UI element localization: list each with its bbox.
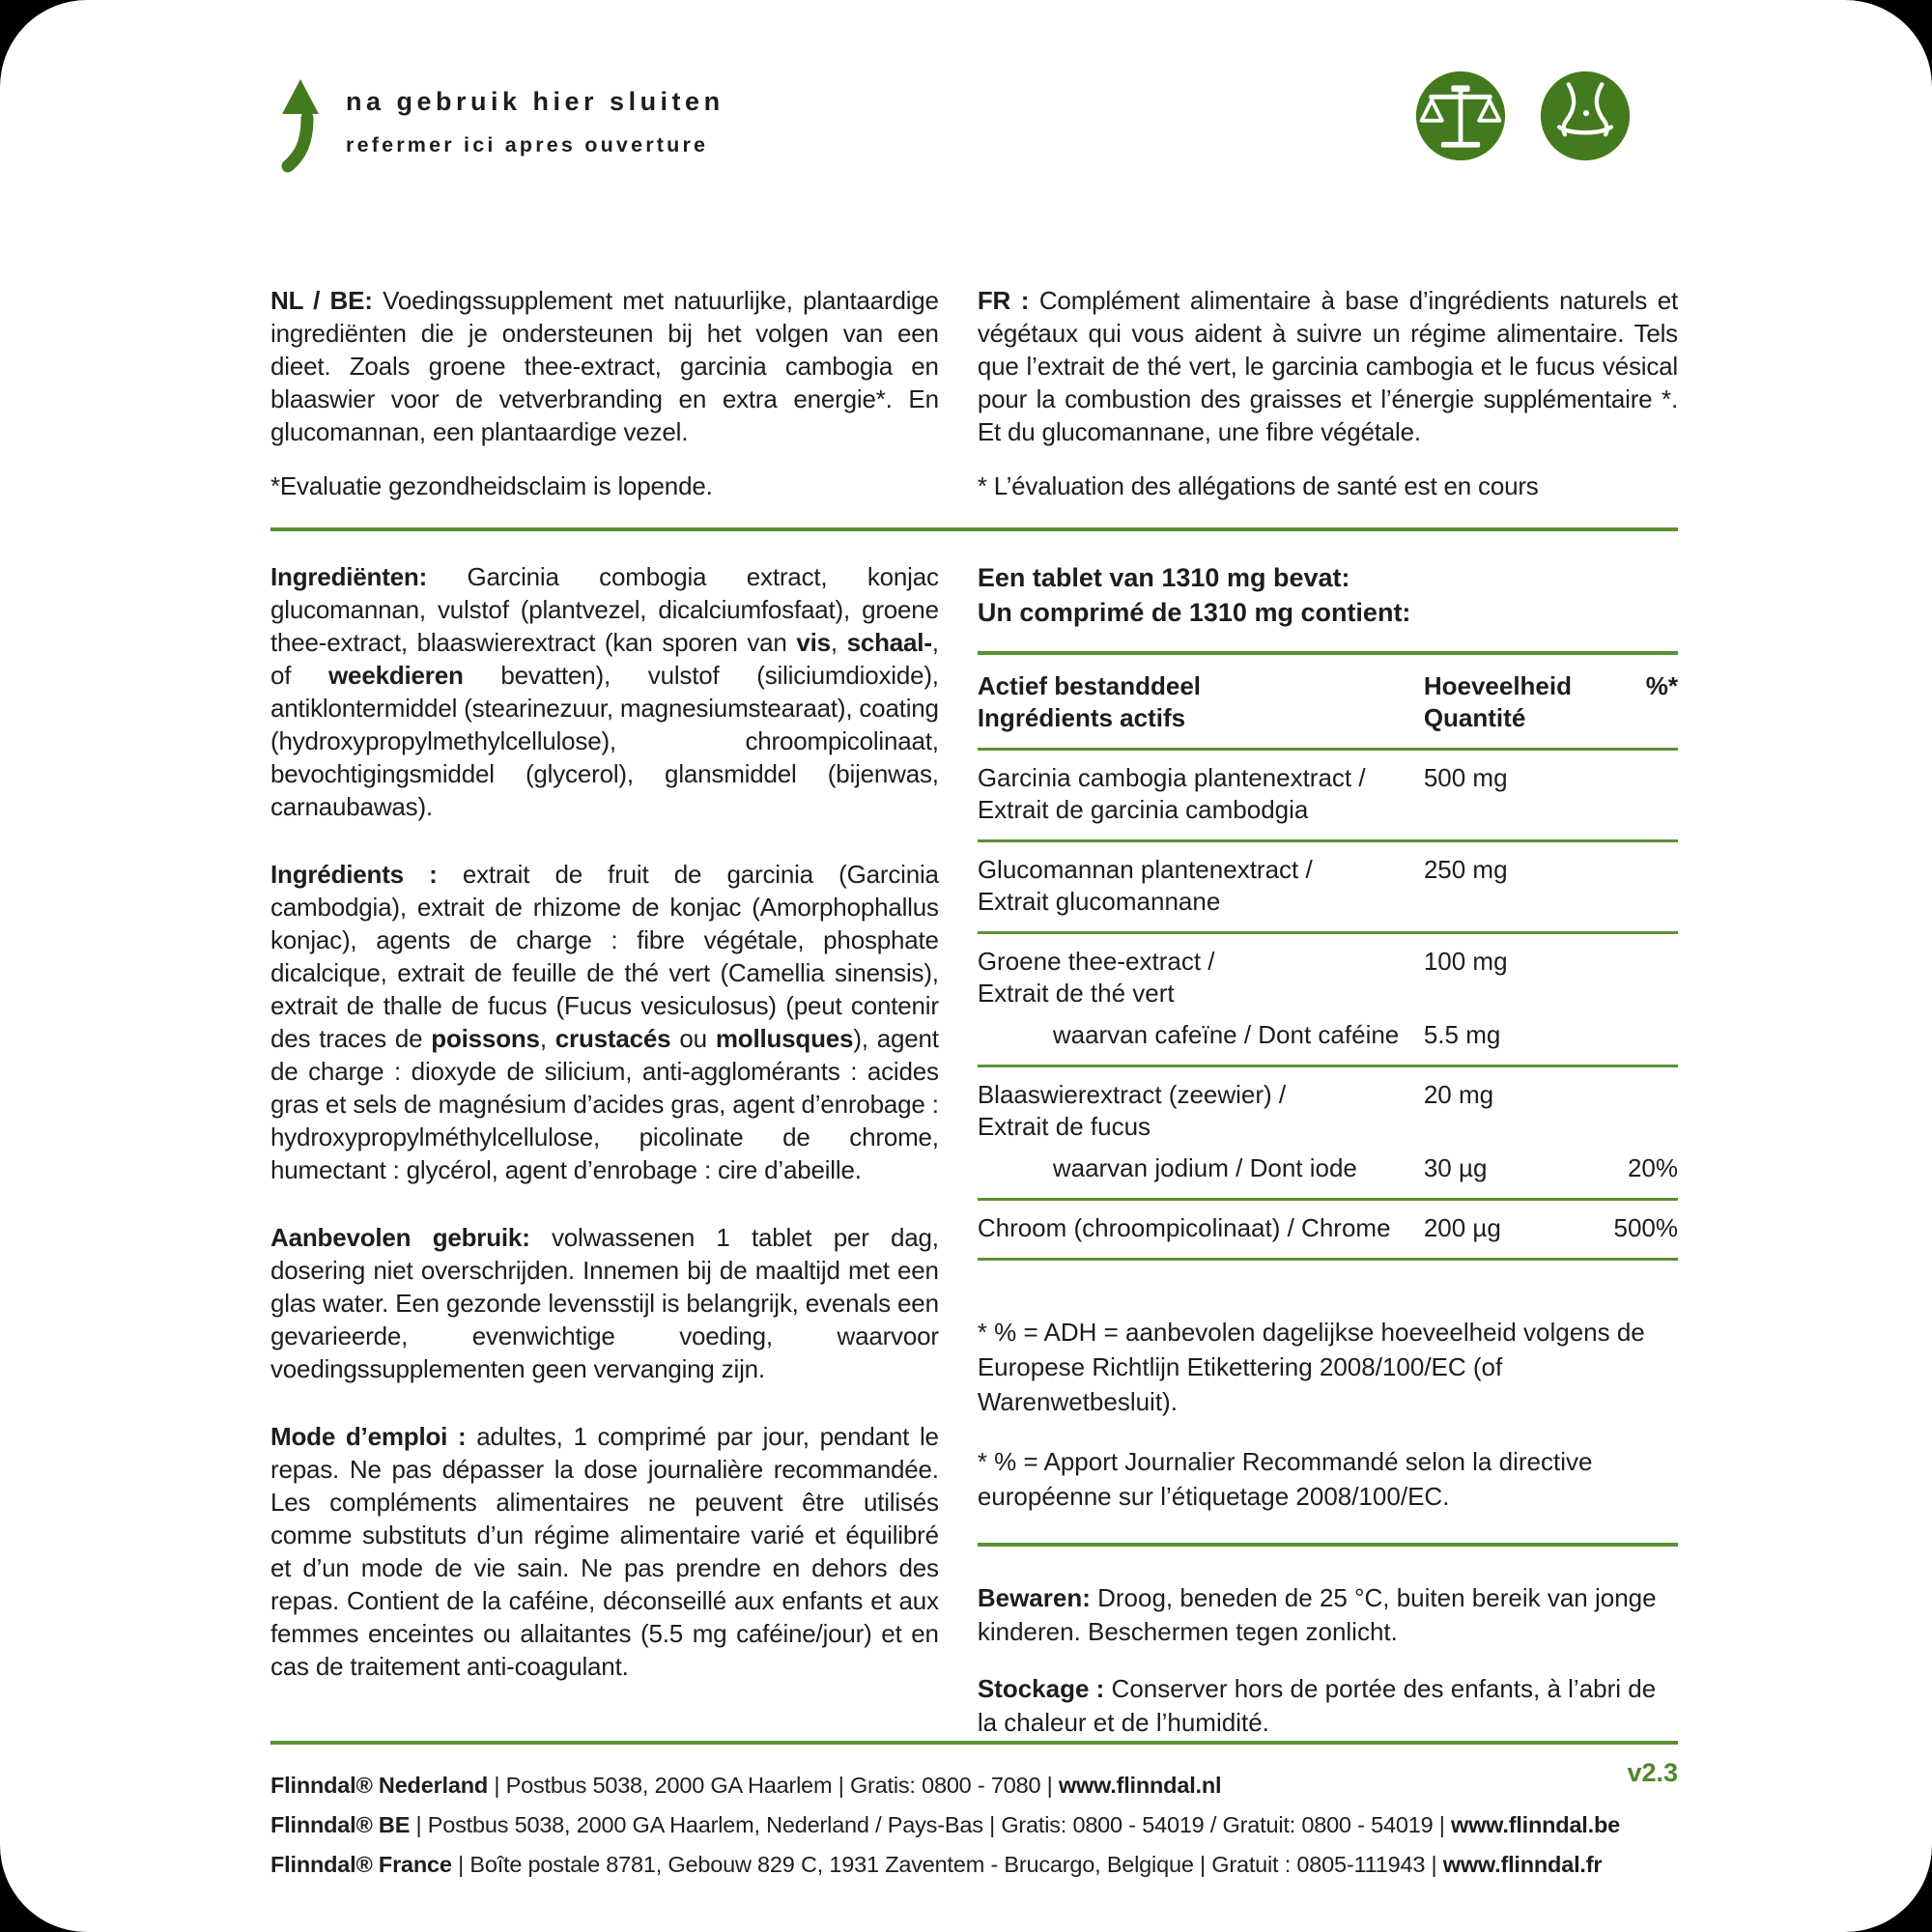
rda-footnote-nl: * % = ADH = aanbevolen dagelijkse hoeveelheid volgens de Europese Richtlijn Etikettering 2008/100/EC (of Warenwetbesluit). xyxy=(977,1318,1645,1416)
close-note-nl: na gebruik hier sluiten xyxy=(346,87,724,116)
separator-top xyxy=(270,527,1678,531)
intro-nl-section xyxy=(270,284,939,502)
cert-icons xyxy=(1414,70,1632,162)
col-header-ingredient: Actief bestanddeel Ingrédients actifs xyxy=(977,671,1201,732)
footer-line-fr: Flinndal® France | Boîte postale 8781, Gebouw 829 C, 1931 Zaventem - Brucargo, Belgique | Gratuit : 0805-111943 | www.flinndal.fr xyxy=(270,1852,1603,1877)
usage-fr-paragraph: Mode d’emploi : adultes, 1 comprimé par jour, pendant le repas. Ne pas dépasser la dose journalière recommandée. Les compléments alimentaires ne peuvent être utilisés comme substituts d’un régime alimentaire varié et équilibré et d’un mode de vie sain. Ne pas prendre en dehors des repas. Contient de la caféine, déconseillé aux enfants et aux femmes enceintes ou allaitantes (5.5 mg caféine/jour) et en cas de traitement anti-coagulant. xyxy=(270,1422,939,1681)
table-row: Chroom (chroompicolinaat) / Chrome 200 µg 500% xyxy=(978,1201,1678,1261)
right-column xyxy=(978,560,1678,1740)
close-note-fr: refermer ici apres ouverture xyxy=(346,133,709,156)
table-subrow: waarvan cafeïne / Dont caféine 5.5 mg xyxy=(1052,1020,1501,1049)
close-note xyxy=(278,73,724,174)
footer-line-nl: Flinndal® Nederland | Postbus 5038, 2000 GA Haarlem | Gratis: 0800 - 7080 | www.flinndal.nl xyxy=(270,1773,1222,1798)
waist-icon xyxy=(1539,70,1632,162)
intro-fr-footnote: * L’évaluation des allégations de santé est en cours xyxy=(977,471,1539,500)
footer xyxy=(270,1741,1678,1885)
storage-section xyxy=(978,1581,1678,1740)
main-content xyxy=(270,284,1678,1740)
intro-nl-footnote: *Evaluatie gezondheidsclaim is lopende. xyxy=(270,471,713,500)
intro-fr-label: FR : xyxy=(977,286,1030,315)
separator-right-column xyxy=(978,1543,1678,1547)
table-subrow: waarvan jodium / Dont iode 30 µg 20% xyxy=(1052,1153,1678,1182)
table-row: Glucomannan plantenextract / Extrait glucomannane 250 mg xyxy=(978,842,1678,934)
col-header-quantity: Hoeveelheid Quantité xyxy=(1423,671,1572,732)
nutrition-table xyxy=(978,560,1678,1261)
top-bar xyxy=(270,0,1676,222)
storage-fr: Stockage : Conserver hors de portée des enfants, à l’abri de la chaleur et de l’humidité. xyxy=(977,1674,1657,1737)
rda-footnote-fr: * % = Apport Journalier Recommandé selon la directive européenne sur l’étiquetage 2008/100/EC. xyxy=(977,1447,1593,1511)
table-header xyxy=(978,655,1678,751)
left-column xyxy=(270,560,939,1740)
scale-icon xyxy=(1414,70,1507,162)
usage-nl-paragraph: Aanbevolen gebruik: volwassenen 1 tablet per dag, dosering niet overschrijden. Innemen bij de maaltijd met een glas water. Een gezonde levensstijl is belangrijk, evenals een gevarieerde, evenwichtige voeding, waarvoor voedingssupplementen geen vervanging zijn. xyxy=(270,1223,939,1383)
ingredients-nl-paragraph: Ingrediënten: Garcinia combogia extract, konjac glucomannan, vulstof (plantvezel, dicalciumfosfaat), groene thee-extract, blaaswierextract (kan sporen van vis, schaal-, of weekdieren bevatten), vulstof (siliciumdioxide), antiklontermiddel (stearinezuur, magnesiumstearaat), coating (hydroxypropylmethylcellulose), chroompicolinaat, bevochtigingsmiddel (glycerol), glansmiddel (bijenwas, carnaubawas). xyxy=(270,562,939,821)
separator-footer xyxy=(270,1741,1678,1745)
storage-nl: Bewaren: Droog, beneden de 25 °C, buiten bereik van jonge kinderen. Beschermen tegen zonlicht. xyxy=(977,1583,1657,1646)
rda-footnotes xyxy=(978,1315,1678,1514)
ingredients-fr-paragraph: Ingrédients : extrait de fruit de garcinia (Garcinia cambodgia), extrait de rhizome de konjac (Amorphophallus konjac), agents de charge : fibre végétale, phosphate dicalcique, extrait de feuille de thé vert (Camellia sinensis), extrait de thalle de fucus (Fucus vesiculosus) (peut contenir des traces de poissons, crustacés ou mollusques), agent de charge : dioxyde de silicium, anti-agglomérants : acides gras et sels de magnésium d’acides gras, agent d’enrobage : hydroxypropylméthylcellulose, picolinate de chrome, humectant : glycérol, agent d’enrobage : cire d’abeille. xyxy=(270,860,939,1184)
table-row: Groene thee-extract / Extrait de thé vert 100 mg waarvan cafeïne / Dont caféine 5.5 mg xyxy=(978,934,1678,1067)
table-row: Blaaswierextract (zeewier) / Extrait de fucus 20 mg waarvan jodium / Dont iode 30 µg 20% xyxy=(978,1067,1678,1201)
intro-nl-label: NL / BE: xyxy=(270,286,373,315)
intro-fr-paragraph: FR : Complément alimentaire à base d’ingrédients naturels et végétaux qui vous aident à suivre un régime alimentaire. Tels que l’extrait de thé vert, le garcinia cambogia et le fucus vésical pour la combustion des graisses et l’énergie supplémentaire *. Et du glucomannane, une fibre végétale. xyxy=(977,286,1678,446)
table-title-fr: Un comprimé de 1310 mg contient: xyxy=(977,598,1411,627)
footer-line-be: Flinndal® BE | Postbus 5038, 2000 GA Haarlem, Nederland / Pays-Bas | Gratis: 0800 - 54019 / Gratuit: 0800 - 54019 | www.flinndal.be xyxy=(270,1812,1620,1837)
intro-fr-section xyxy=(978,284,1678,502)
table-title xyxy=(978,560,1678,655)
close-arrow-icon xyxy=(278,73,321,174)
intro-nl-paragraph: NL / BE: Voedingssupplement met natuurlijke, plantaardige ingrediënten die je ondersteunen bij het volgen van een dieet. Zoals groene thee-extract, garcinia cambogia en blaaswier voor de vetverbranding en extra energie*. En glucomannan, een plantaardige vezel. xyxy=(270,286,939,446)
table-row: Garcinia cambogia plantenextract / Extrait de garcinia cambodgia 500 mg xyxy=(978,751,1678,842)
table-title-nl: Een tablet van 1310 mg bevat: xyxy=(977,563,1350,592)
footer-addresses xyxy=(270,1766,1678,1885)
col-header-percent: %* xyxy=(1645,671,1678,700)
version-badge: v2.3 xyxy=(1627,1758,1678,1787)
